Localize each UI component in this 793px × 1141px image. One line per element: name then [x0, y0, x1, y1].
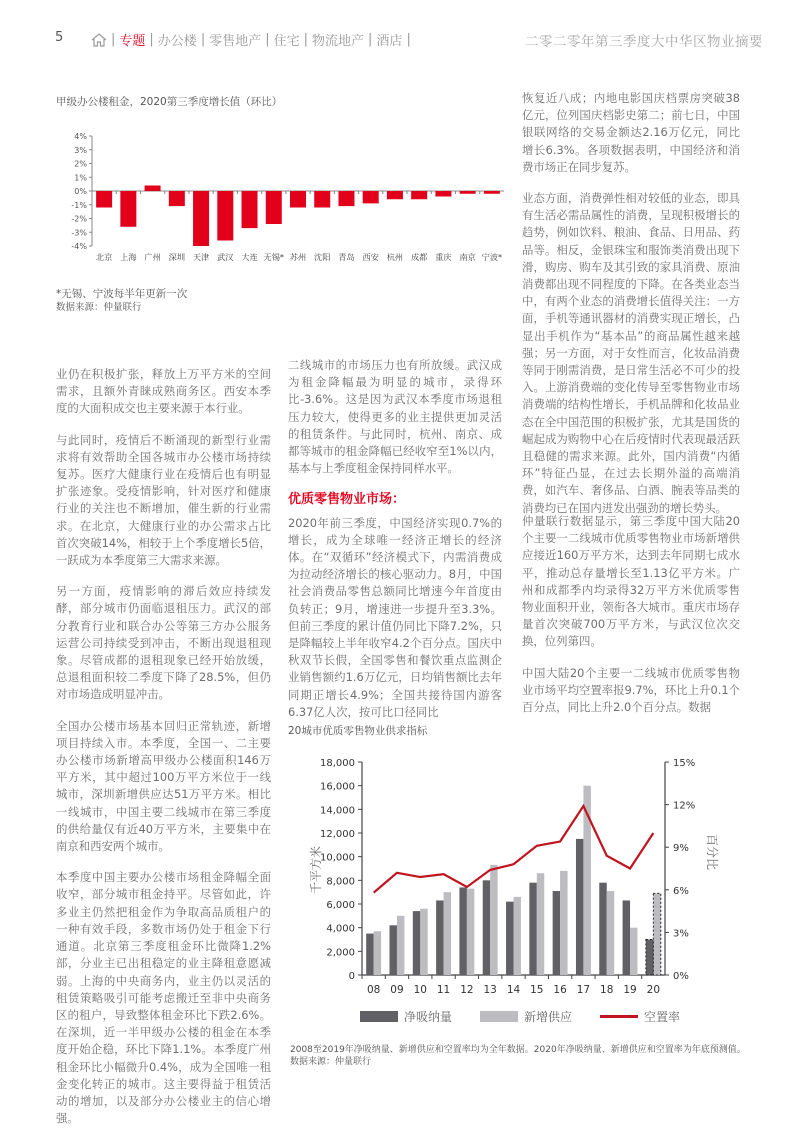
section-heading-retail: 优质零售物业市场： — [288, 492, 406, 508]
svg-text:-2%: -2% — [71, 214, 87, 224]
paragraph: 另一方面，疫情影响的滞后效应持续发酵，部分城市仍面临退租压力。武汉的部分教育行业和联合办公等第三方办公服务运营公司持续受到冲击，不断出现退租现象。尽管成都的退租现象已经开始放缓，总退租面积较二季度下降了28.5%，但仍对市场造成明显冲击。 — [56, 584, 271, 702]
office-rent-growth-chart — [56, 128, 506, 273]
column-right-top — [522, 90, 740, 531]
legend-label: 净吸纳量 — [404, 1010, 453, 1024]
svg-text:9%: 9% — [673, 843, 689, 855]
chart2-notes — [290, 1044, 746, 1068]
svg-text:11: 11 — [436, 984, 451, 996]
svg-text:大连: 大连 — [241, 252, 258, 262]
svg-text:10: 10 — [413, 984, 427, 996]
bar — [484, 191, 500, 194]
bar — [120, 191, 136, 227]
svg-text:-1%: -1% — [71, 200, 87, 210]
page-header — [55, 30, 763, 50]
chart1-footnote: *无锡、宁波每半年更新一次 — [56, 288, 188, 300]
svg-text:12%: 12% — [673, 800, 696, 812]
svg-text:19: 19 — [623, 984, 637, 996]
nav-item-retail[interactable]: 零售地产 — [209, 34, 262, 49]
svg-text:沈阳: 沈阳 — [314, 252, 331, 262]
nav-item-office[interactable]: 办公楼 — [157, 34, 197, 49]
svg-text:6,000: 6,000 — [326, 900, 355, 911]
paragraph: 全国办公楼市场基本回归正常轨迹，新增项目持续入市。本季度，全国一、二主要办公楼市场新增高甲级办公楼面积146万平方米，其中超过100万平方米位于一线城市，深圳新增供应达51万平方米。相比一线城市，中国主要二线城市在第三季度的供给量仅有近40万平方米，主要集中在南京和西安两个城市。 — [56, 718, 271, 854]
bar — [387, 191, 403, 199]
paragraph: 二线城市的市场压力也有所放缓。武汉成为租金降幅最为明显的城市，录得环比-3.6%。这是因为武汉本季度市场退租压力较大，使得更多的业主提供更加灵活的租赁条件。与此同时，杭州、南京、成都等城市的租金降幅已经收窄至1%以内，基本与上季度租金保持同样水平。 — [288, 358, 502, 476]
chart2-source: 数据来源：仲量联行 — [290, 1057, 372, 1067]
paragraph: 仲量联行数据显示，第三季度中国大陆20个主要一二线城市优质零售物业市场新增供应接近160万平方米，达到去年同期七成水平，推动总存量增长至1.13亿平方米。广州和成都季内均录得32万平方米优质零售物业面积开业，领衔各大城市。重庆市场存量首次突破700万平方米，与武汉位次交换，位列第四。 — [522, 514, 740, 649]
nav-separator: | — [265, 32, 270, 47]
svg-text:无锡*: 无锡* — [263, 252, 285, 262]
legend-swatch-line — [600, 1015, 638, 1018]
retail-supply-demand-chart — [290, 752, 730, 1002]
bar — [169, 191, 185, 206]
bar — [338, 191, 354, 206]
svg-text:南京: 南京 — [459, 252, 476, 262]
nav-item-residential[interactable]: 住宅 — [273, 34, 300, 49]
bar — [242, 191, 258, 228]
paragraph: 中国大陆20个主要一二线城市优质零售物业市场平均空置率报9.7%，环比上升0.1个百分点，同比上升2.0个百分点。数据 — [522, 665, 740, 715]
nav-separator: | — [303, 32, 309, 47]
svg-text:15: 15 — [530, 984, 544, 996]
nav-item-logistics[interactable]: 物流地产 — [312, 34, 365, 49]
svg-text:重庆: 重庆 — [435, 252, 452, 262]
nav-item-hotel[interactable]: 酒店 — [376, 34, 403, 49]
svg-text:08: 08 — [366, 984, 381, 996]
paragraph: 与此同时，疫情后不断涌现的新型行业需求将有效帮助全国各城市办公楼市场持续复苏。医疗大健康行业在疫情后也有明显扩张迹象。受疫情影响，针对医疗和健康行业的关注也不断增加，催生新的行业需求。在北京，大健康行业的办公需求占比首次突破14%，相较于上个季度增长5倍，一跃成为本季度第三大需求来源。 — [56, 432, 271, 568]
svg-text:18,000: 18,000 — [320, 758, 355, 769]
svg-text:北京: 北京 — [95, 252, 113, 262]
svg-text:0: 0 — [348, 971, 355, 982]
chart2-footnote: 2008至2019年净吸纳量、新增供应和空置率均为全年数据。2020年净吸纳量、新增供应和空置率为年底预测值。 — [290, 1045, 746, 1055]
legend-item-supply — [480, 1008, 572, 1025]
bar — [193, 191, 209, 246]
svg-text:16,000: 16,000 — [320, 781, 355, 793]
svg-text:0%: 0% — [673, 971, 689, 982]
nav-item-topic[interactable]: 专题 — [119, 34, 146, 49]
svg-text:苏州: 苏州 — [289, 252, 307, 262]
chart2-legend — [360, 1008, 680, 1025]
bar — [217, 191, 233, 241]
nav-separator: | — [200, 32, 206, 47]
svg-text:14,000: 14,000 — [320, 805, 355, 817]
svg-text:广州: 广州 — [144, 252, 161, 262]
svg-text:17: 17 — [576, 984, 591, 996]
bar — [435, 191, 451, 197]
svg-text:杭州: 杭州 — [386, 252, 404, 262]
column-right-bottom — [522, 513, 740, 730]
bar — [460, 191, 476, 194]
bar — [314, 191, 330, 208]
svg-text:8,000: 8,000 — [326, 876, 355, 888]
nav-separator: | — [406, 32, 411, 47]
svg-text:2,000: 2,000 — [326, 947, 355, 959]
paragraph: 业态方面，消费弹性相对较低的业态，即具有生活必需品属性的消费，呈现积极增长的趋势，例如饮料、粮油、食品、日用品、药品等。相反，金银珠宝和服饰类消费出现下滑，购房、购车及其引致的家具消费、原油消费都出现不同程度的下降。在各类业态当中，有两个业态的消费增长值得关注：一方面，手机等通讯器材的消费实现正增长，凸显出手机作为“基本品”的商品属性越来越强；另一方面，对于女性而言，化妆品消费等同于刚需消费，是日常生活必不可少的投入。上游消费端的变化传导至零售物业市场消费端的结构性增长，手机品牌和化妆品业态在全中国范围的积极扩张，尤其是国货的崛起成为购物中心在后疫情时代表现最活跃且稳健的需求来源。此外，国内消费“内循环”特征凸显，在过去长期外溢的高端消费，如汽车、奢侈品、白酒、腕表等品类的消费均已在国内迸发出强劲的增长势头。 — [522, 191, 740, 515]
nav-separator: | — [111, 32, 116, 47]
svg-text:成都: 成都 — [410, 252, 428, 262]
paragraph: 业仍在积极扩张，释放上万平方米的空间需求，且额外青睐成熟商务区。西安本季度的大面积成交也主要来源于本行业。 — [56, 367, 271, 416]
svg-text:2%: 2% — [74, 159, 87, 169]
bar — [411, 191, 427, 199]
svg-text:10,000: 10,000 — [320, 852, 355, 864]
svg-text:青岛: 青岛 — [338, 252, 355, 262]
svg-text:4,000: 4,000 — [326, 923, 355, 935]
legend-swatch-light — [480, 1011, 518, 1022]
svg-text:13: 13 — [483, 984, 497, 996]
svg-text:6%: 6% — [673, 885, 689, 897]
svg-text:天津: 天津 — [192, 252, 210, 262]
chart2-title: 20城市优质零售物业供求指标 — [288, 725, 428, 737]
bar — [266, 191, 282, 224]
bar — [363, 191, 379, 203]
bar — [145, 186, 161, 192]
svg-text:16: 16 — [553, 984, 567, 996]
svg-text:宁波*: 宁波* — [481, 252, 503, 262]
legend-item-vacancy — [600, 1008, 680, 1025]
document-title: 二零二零年第三季度大中华区物业摘要 — [525, 34, 763, 50]
page-number: 5 — [55, 30, 64, 45]
svg-text:西安: 西安 — [362, 252, 379, 262]
legend-item-absorption — [360, 1008, 452, 1025]
svg-text:-3%: -3% — [71, 228, 87, 238]
svg-text:15%: 15% — [673, 758, 696, 769]
nav-separator: | — [368, 32, 373, 47]
svg-text:深圳: 深圳 — [168, 252, 186, 262]
legend-label: 空置率 — [644, 1010, 681, 1024]
bar — [96, 191, 112, 208]
svg-text:3%: 3% — [673, 928, 689, 940]
svg-text:百分比: 百分比 — [705, 833, 719, 871]
svg-text:1%: 1% — [74, 173, 87, 183]
column-left — [56, 366, 271, 1141]
nav-separator: | — [149, 32, 154, 47]
svg-text:18: 18 — [600, 984, 614, 996]
home-icon[interactable] — [91, 33, 107, 47]
svg-text:0%: 0% — [74, 187, 87, 196]
legend-swatch-dark — [360, 1011, 398, 1022]
svg-text:09: 09 — [390, 984, 404, 996]
legend-label: 新增供应 — [524, 1010, 573, 1024]
paragraph: 2020年前三季度，中国经济实现0.7%的增长，成为全球唯一经济正增长的经济体。在“双循环”经济模式下，内需消费成为拉动经济增长的核心驱动力。8月，中国社会消费品零售总额同比增速今年首度由负转正；9月，增速进一步提升至3.3%。但前三季度的累计值仍同比下降7.2%，只是降幅较上半年收窄4.2个百分点。国庆中秋双节长假，全国零售和餐饮重点监测企业销售额约1.6万亿元，日均销售额比去年同期正增长4.9%；全国共接待国内游客6.37亿人次，按可比口径同比 — [288, 515, 502, 719]
svg-text:14: 14 — [506, 984, 521, 996]
chart1-title: 甲级办公楼租金，2020第三季度增长值（环比） — [56, 96, 283, 108]
paragraph: 本季度中国主要办公楼市场租金降幅全面收窄，部分城市租金持平。尽管如此，许多业主仍然把租金作为争取高品质租户的一种有效手段，多数市场仍处于租金下行通道。北京第三季度租金环比微降1.2%部，分业主已出租稳定的业主降租意愿减弱。上海的中央商务内，业主仍以灵活的租赁策略吸引可能考虑搬迁至非中央商务区的租户，导致整体租金环比下跌2.6%。在深圳，近一半甲级办公楼的租金在本季度开始企稳，环比下降1.1%。本季度广州租金环比小幅微升0.4%，成为全国唯一租金变化转正的城市。这主要得益于租赁活动的增加，以及部分办公楼业主的信心增强。 — [56, 870, 271, 1126]
section-nav — [91, 30, 411, 49]
svg-text:12: 12 — [460, 984, 474, 996]
svg-text:12,000: 12,000 — [320, 829, 355, 840]
svg-text:千平方米: 千平方米 — [309, 845, 323, 895]
bar — [290, 191, 306, 208]
chart1-source: 数据来源：仲量联行 — [56, 302, 142, 313]
svg-text:20: 20 — [646, 984, 661, 996]
svg-text:-4%: -4% — [71, 242, 87, 251]
svg-text:武汉: 武汉 — [217, 252, 234, 262]
chart1-notes — [56, 287, 187, 315]
svg-text:4%: 4% — [74, 132, 87, 141]
svg-text:上海: 上海 — [120, 252, 137, 262]
paragraph: 恢复近八成；内地电影国庆档票房突破38亿元，位列国庆档影史第二；前七日，中国银联网络的交易金额达2.16万亿元，同比增长6.3%。各项数据表明，中国经济和消费市场正在同步复苏。 — [522, 91, 740, 174]
column-middle — [288, 357, 502, 735]
svg-text:3%: 3% — [74, 145, 87, 155]
